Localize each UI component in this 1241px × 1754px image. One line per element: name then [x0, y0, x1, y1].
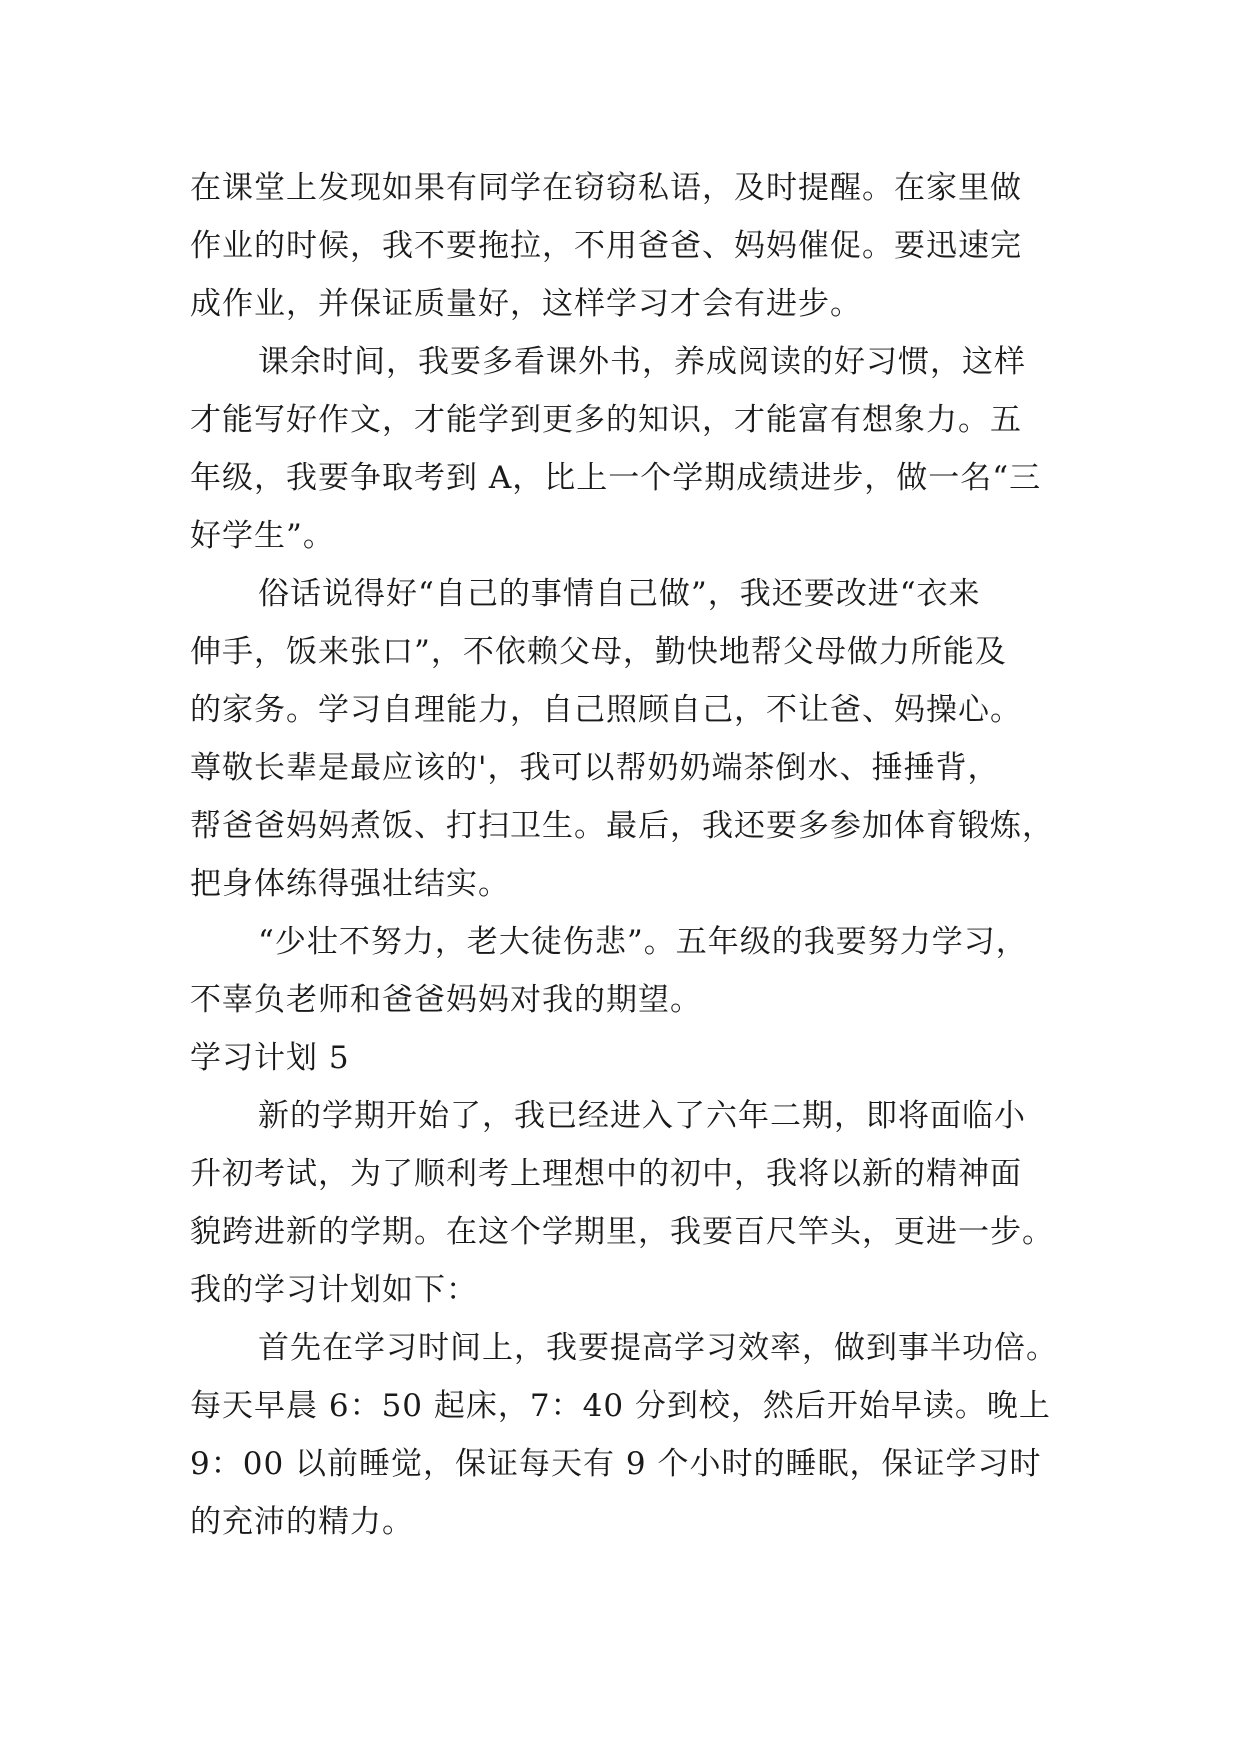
text-line: 我的学习计划如下：: [190, 1272, 478, 1308]
text-line: 年级，我要争取考到 A，比上一个学期成绩进步，做一名“三: [190, 460, 1042, 496]
text-line: 帮爸爸妈妈煮饭、打扫卫生。最后，我还要多参加体育锻炼，: [190, 808, 1054, 844]
section-heading: 学习计划 5: [190, 1040, 350, 1076]
paragraph-start-line: 新的学期开始了，我已经进入了六年二期，即将面临小: [258, 1098, 1026, 1134]
text-line: 作业的时候，我不要拖拉，不用爸爸、妈妈催促。要迅速完: [190, 228, 1022, 264]
text-line: 升初考试，为了顺利考上理想中的初中，我将以新的精神面: [190, 1156, 1022, 1192]
text-line: 的家务。学习自理能力，自己照顾自己，不让爸、妈操心。: [190, 692, 1022, 728]
paragraph-start-line: 课余时间，我要多看课外书，养成阅读的好习惯，这样: [258, 344, 1026, 380]
text-line: 尊敬长辈是最应该的'，我可以帮奶奶端茶倒水、捶捶背，: [190, 750, 1000, 786]
text-line: 不辜负老师和爸爸妈妈对我的期望。: [190, 982, 702, 1018]
text-line: 每天早晨 6：50 起床，7：40 分到校，然后开始早读。晚上: [190, 1388, 1051, 1424]
paragraph-start-line: “少壮不努力，老大徒伤悲”。五年级的我要努力学习，: [258, 924, 1028, 960]
text-line: 的充沛的精力。: [190, 1504, 414, 1540]
text-line: 在课堂上发现如果有同学在窃窃私语，及时提醒。在家里做: [190, 170, 1022, 206]
text-line: 9：00 以前睡觉，保证每天有 9 个小时的睡眠，保证学习时: [190, 1446, 1042, 1482]
text-line: 伸手，饭来张口”，不依赖父母，勤快地帮父母做力所能及: [190, 634, 1007, 670]
paragraph-start-line: 首先在学习时间上，我要提高学习效率，做到事半功倍。: [258, 1330, 1058, 1366]
paragraph-start-line: 俗话说得好“自己的事情自己做”，我还要改进“衣来: [258, 576, 981, 612]
text-line: 好学生”。: [190, 518, 335, 554]
text-line: 貌跨进新的学期。在这个学期里，我要百尺竿头，更进一步。: [190, 1214, 1054, 1250]
text-line: 把身体练得强壮结实。: [190, 866, 510, 902]
text-line: 才能写好作文，才能学到更多的知识，才能富有想象力。五: [190, 402, 1022, 438]
text-line: 成作业，并保证质量好，这样学习才会有进步。: [190, 286, 862, 322]
